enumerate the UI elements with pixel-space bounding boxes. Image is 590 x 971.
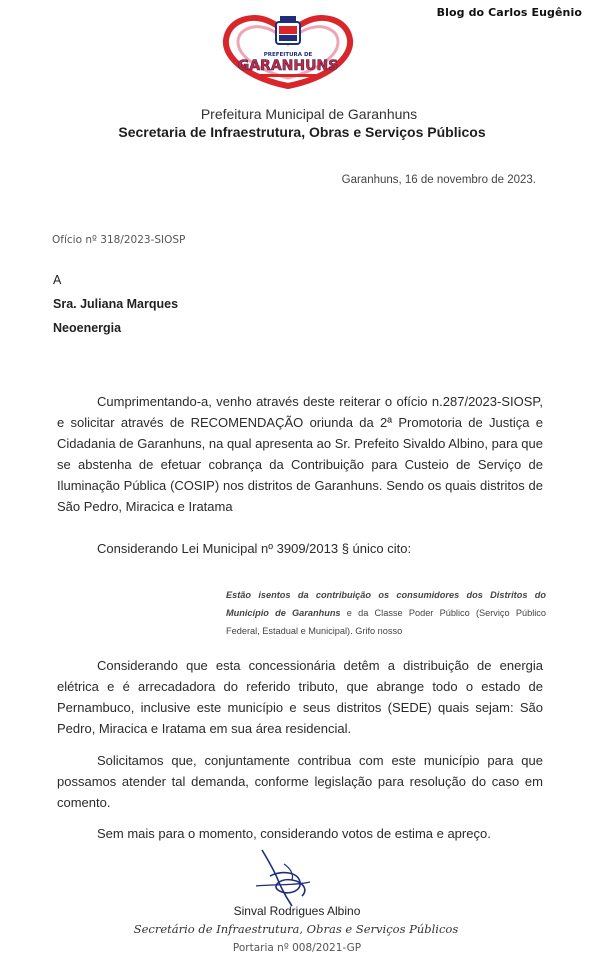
paragraph-closing: Sem mais para o momento, considerando votos de estima e apreço. — [97, 826, 491, 841]
office-number: Ofício nº 318/2023-SIOSP — [52, 234, 186, 246]
law-quote-rest: e da Classe Poder Público (Serviço Público Federal, Estadual e Municipal). Grifo nosso — [226, 608, 546, 636]
ordinance-number: Portaria nº 008/2021-GP — [232, 942, 362, 954]
handwritten-signature — [248, 846, 318, 908]
paragraph-law-reference: Considerando Lei Municipal nº 3909/2013 § único cito: — [97, 541, 412, 556]
coat-of-arms-icon — [276, 16, 300, 44]
paragraph-solicitation: Solicitamos que, conjuntamente contribua com este município para que possamos atender tal demanda, conforme legislação para resolução do caso em comento. — [57, 753, 543, 810]
recipient-company: Neoenergia — [53, 321, 122, 335]
paragraph-request: Cumprimentando-a, venho através deste reiterar o ofício n.287/2023-SIOSP, e solicitar através de RECOMENDAÇÃO oriunda da 2ª Promotoria de Justiça e Cidadania de Garanhuns, na qual apresenta ao Sr. Prefeito Sivaldo Albino, para que se abstenha de efetuar cobrança da Contribuição para Custeio de Serviço de Iluminação Pública (COSIP) nos distritos de Garanhuns. Sendo os quais distritos de São Pedro, Miracica e Iratama — [57, 394, 543, 514]
agency-name: Prefeitura Municipal de Garanhuns — [200, 106, 418, 122]
recipient-block — [53, 273, 178, 345]
signer-title: Secretário de Infraestrutura, Obras e Serviços Públicos — [133, 922, 459, 936]
law-quote — [226, 586, 546, 640]
date-line: Garanhuns, 16 de novembro de 2023. — [341, 174, 536, 186]
logo-line2: GARANHUNS — [237, 58, 339, 74]
signer-name: Sinval Rodrigues Albino — [233, 904, 361, 918]
garanhuns-logo — [218, 8, 358, 92]
law-quote-emphasis: Estão isentos da contribuição os consumidores dos Distritos do Município de Garanhuns — [226, 590, 546, 618]
logo-line1: PREFEITURA DE — [263, 52, 313, 58]
recipient-name: Sra. Juliana Marques — [53, 297, 179, 311]
paragraph-concessionaire: Considerando que esta concessionária detêm a distribuição de energia elétrica e é arrecadadora do referido tributo, que abrange todo o estado de Pernambuco, inclusive este município e seus distritos (SEDE) quais sejam: São Pedro, Miracica e Iratama em sua área residencial. — [57, 658, 543, 736]
blog-watermark: Blog do Carlos Eugênio — [436, 6, 582, 19]
recipient-prefix: A — [53, 273, 62, 287]
secretariat-name: Secretaria de Infraestrutura, Obras e Serviços Públicos — [118, 124, 486, 140]
